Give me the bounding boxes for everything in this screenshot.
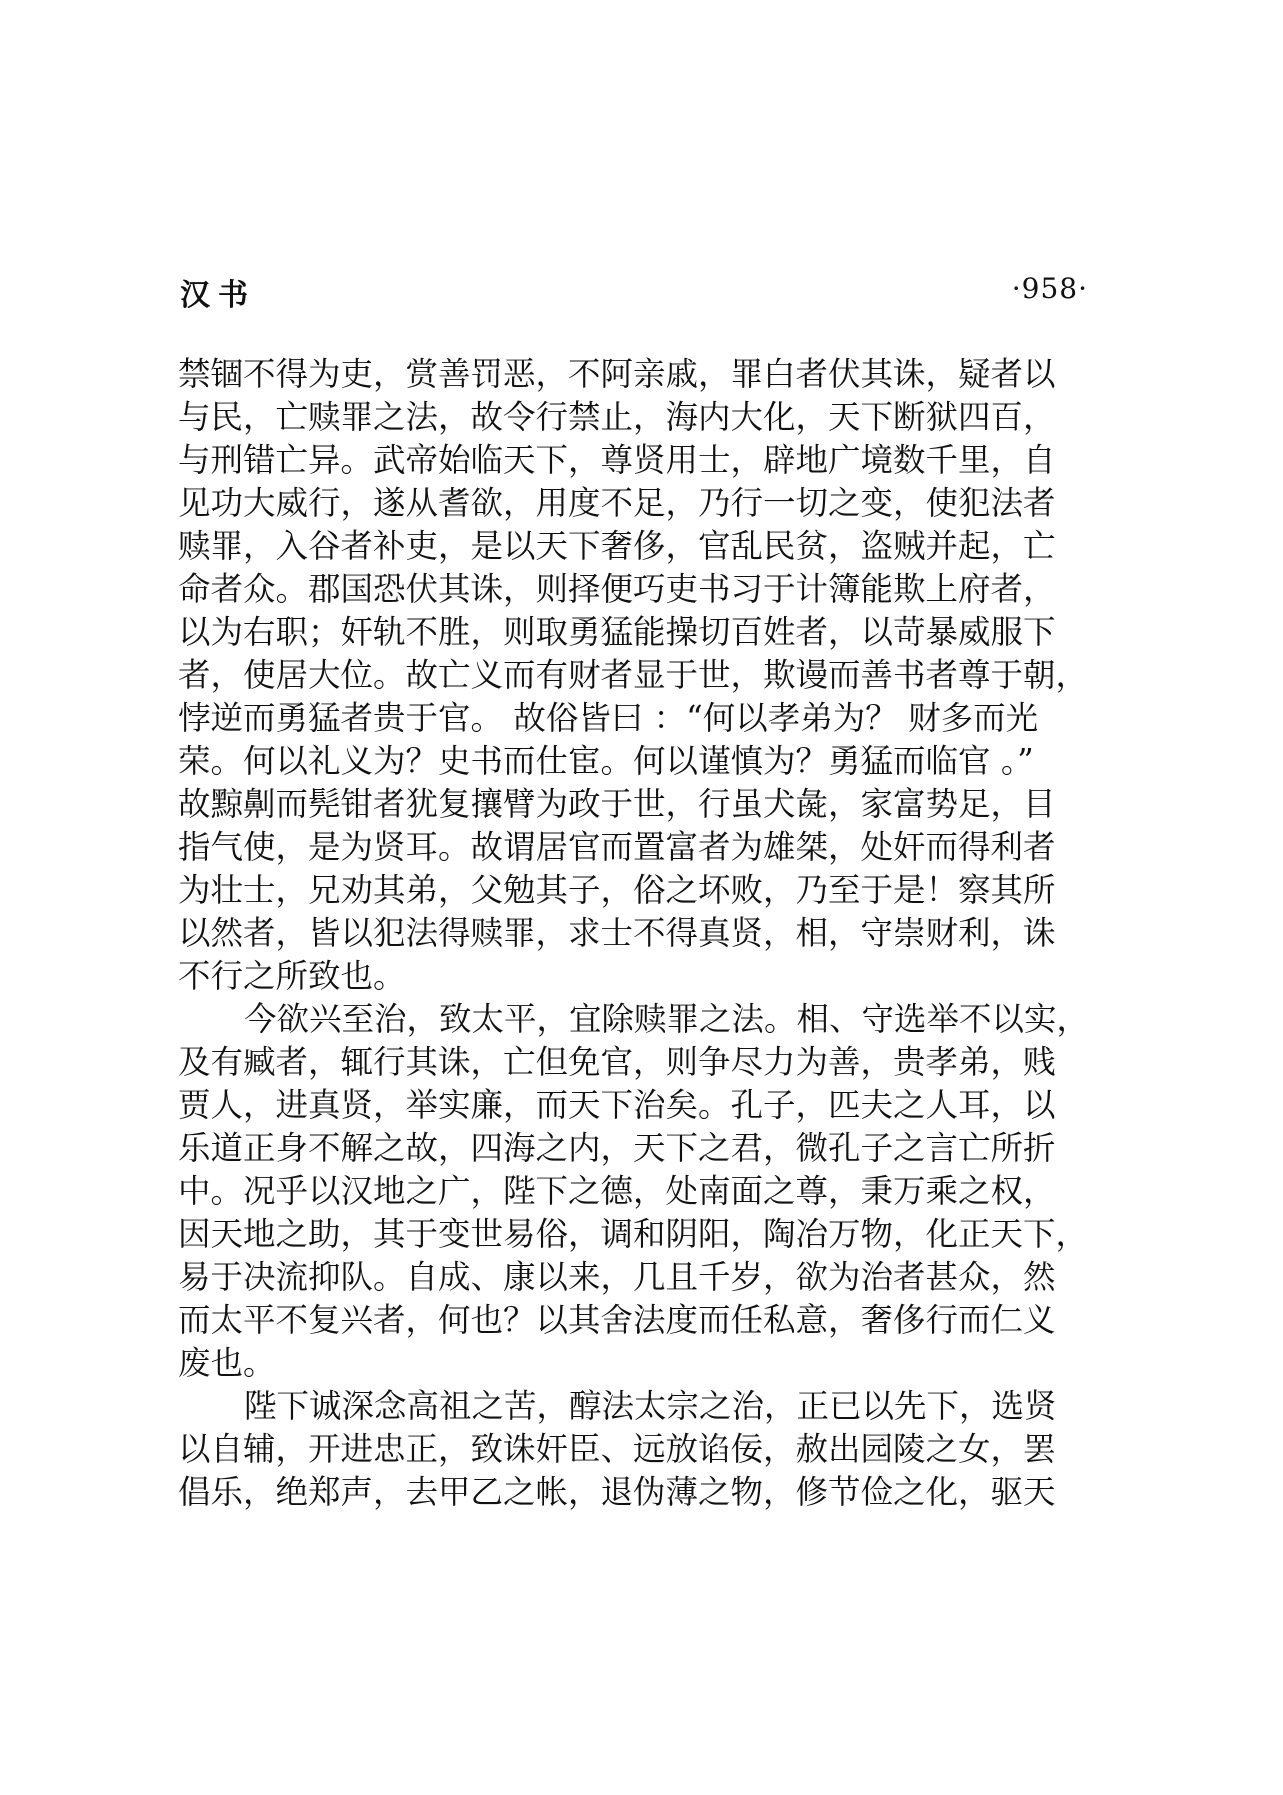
text-line: 者，使居大位。故亡义而有财者显于世，欺谩而善书者尊于朝，	[178, 656, 1089, 694]
running-head	[180, 270, 1100, 313]
text-line: 与刑错亡异。武帝始临天下，尊贤用士，辟地广境数千里，自	[178, 441, 1056, 479]
text-line: 易于决流抑队。自成、康以来，几且千岁，欲为治者甚众，然	[178, 1258, 1056, 1296]
text-line: 以为右职；奸轨不胜，则取勇猛能操切百姓者，以苛暴威服下	[178, 613, 1056, 651]
text-line: 悖逆而勇猛者贵于官。 故俗皆曰 ：“何以孝弟为？ 财多而光	[178, 699, 1039, 737]
text-line: 而太平不复兴者，何也？以其舍法度而任私意，奢侈行而仁义	[178, 1301, 1056, 1339]
text-line: 乐道正身不解之故，四海之内，天下之君，微孔子之言亡所折	[178, 1129, 1056, 1167]
text-line: 不行之所致也。	[178, 957, 406, 995]
book-title: 汉书	[180, 278, 256, 313]
text-line: 因天地之助，其于变世易俗，调和阴阳，陶冶万物，化正天下，	[178, 1215, 1089, 1253]
text-line: 故黥劓而髡钳者犹复攘臂为政于世，行虽犬彘，家富势足，目	[178, 785, 1056, 823]
text-line: 倡乐，绝郑声，去甲乙之帐，退伪薄之物，修节俭之化，驱天	[178, 1473, 1056, 1511]
text-line: 见功大威行，遂从耆欲，用度不足，乃行一切之变，使犯法者	[178, 484, 1056, 522]
text-line: 指气使，是为贤耳。故谓居官而置富者为雄桀，处奸而得利者	[178, 828, 1056, 866]
text-line: 荣。何以礼义为？史书而仕宦。何以谨慎为？勇猛而临官 。”	[178, 742, 1034, 780]
text-line: 贾人，进真贤，举实廉，而天下治矣。孔子，匹夫之人耳，以	[178, 1086, 1056, 1124]
text-line: 以自辅，开进忠正，致诛奸臣、远放谄佞，赦出园陵之女，罢	[178, 1430, 1056, 1468]
text-line: 为壮士，兄劝其弟，父勉其子，俗之坏败，乃至于是！察其所	[178, 871, 1056, 909]
text-line: 陛下诚深念高祖之苦，醇法太宗之治，正已以先下，选贤	[244, 1387, 1057, 1425]
text-line: 赎罪，入谷者补吏，是以天下奢侈，官乱民贫，盗贼并起，亡	[178, 527, 1056, 565]
text-line: 以然者，皆以犯法得赎罪，求士不得真贤，相，守崇财利，诛	[178, 914, 1056, 952]
text-line: 命者众。郡国恐伏其诛，则择便巧吏书习于计簿能欺上府者，	[178, 570, 1056, 608]
text-line: 及有臧者，辄行其诛，亡但免官，则争尽力为善，贵孝弟，贱	[178, 1043, 1056, 1081]
text-line: 废也。	[178, 1344, 276, 1382]
text-line: 今欲兴至治，致太平，宜除赎罪之法。相、守选举不以实，	[244, 1000, 1090, 1038]
text-line: 禁锢不得为吏，赏善罚恶，不阿亲戚，罪白者伏其诛，疑者以	[178, 355, 1056, 393]
page-number: ·958·	[1011, 272, 1088, 305]
text-line: 中。况乎以汉地之广，陛下之德，处南面之尊，秉万乘之权，	[178, 1172, 1056, 1210]
text-line: 与民，亡赎罪之法，故令行禁止，海内大化，天下断狱四百，	[178, 398, 1056, 436]
body-text	[178, 353, 1098, 1514]
